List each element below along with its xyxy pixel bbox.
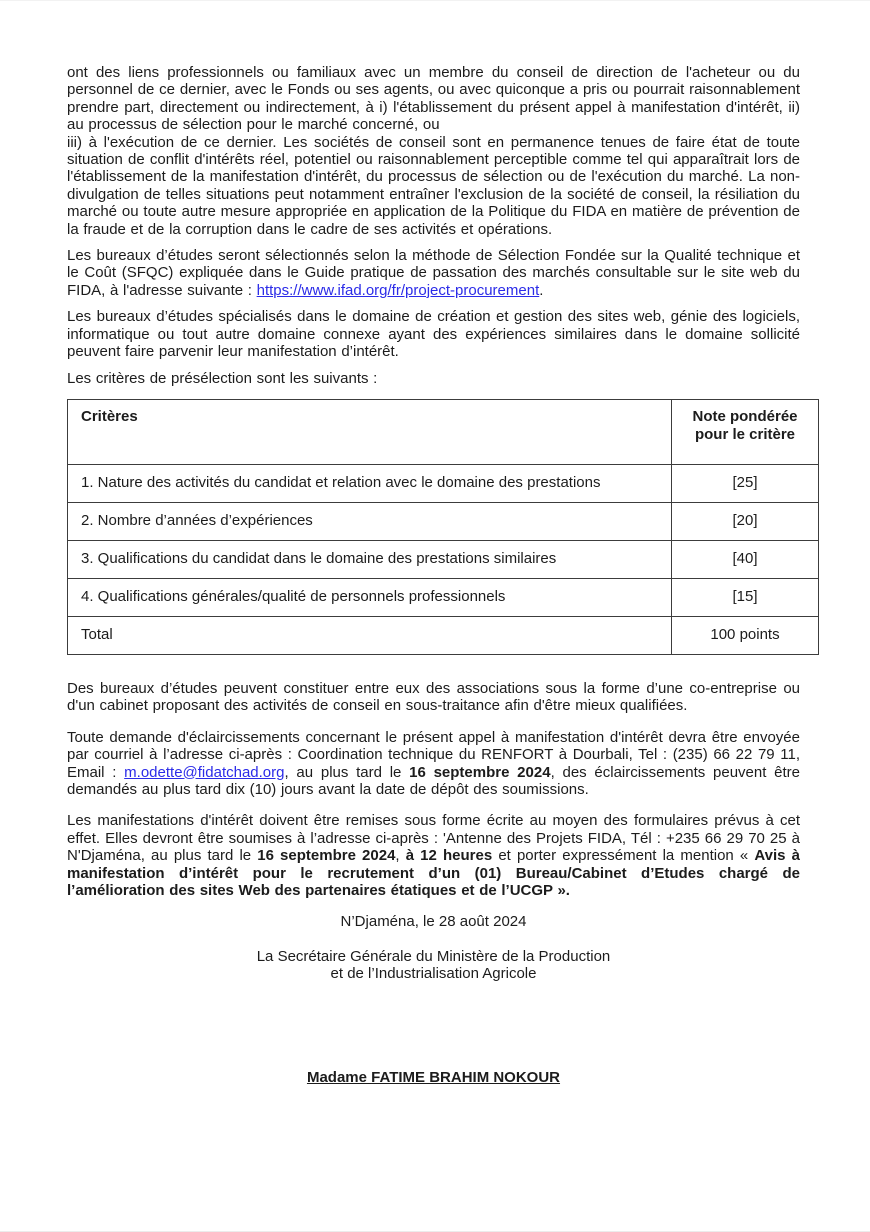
text-run: , des éclaircissements peuvent être demandés au plus tard dix (10) jours avant la date de dépôt des soumissions. (67, 763, 800, 798)
table-row (68, 464, 819, 502)
paragraph (67, 64, 800, 238)
table-row (68, 616, 819, 654)
table-row (68, 540, 819, 578)
text-run: Toute demande d'éclaircissements concernant le présent appel à manifestation d'intérêt devra être envoyée par courriel à l’adresse ci-après : Coordination technique du RENFORT à Dourbali, Tel : (235) 66 22 79 11, Email : (67, 728, 800, 781)
paragraph (67, 308, 800, 360)
table-row (68, 578, 819, 616)
score-header-cell: Note pondérée pour le critère (672, 399, 819, 464)
text-run: et porter expressément la mention « (492, 847, 755, 865)
criteria-cell: 3. Qualifications du candidat dans le domaine des prestations similaires (68, 540, 672, 578)
text-run: Les critères de présélection sont les suivants : (67, 369, 378, 387)
text-run: à 12 heures (405, 847, 493, 865)
score-cell: [25] (672, 464, 819, 502)
paragraph (67, 812, 800, 899)
signatory-name: Madame FATIME BRAHIM NOKOUR (306, 1068, 561, 1086)
criteria-cell: 2. Nombre d’années d’expériences (68, 502, 672, 540)
date-line: N’Djaména, le 28 août 2024 (340, 913, 527, 931)
paragraph (67, 680, 800, 715)
text-run: . (539, 281, 544, 299)
text-run: 16 septembre 2024 (409, 763, 551, 781)
hyperlink[interactable]: m.odette@fidatchad.org (124, 763, 285, 781)
criteria-cell: 1. Nature des activités du candidat et relation avec le domaine des prestations (68, 464, 672, 502)
signatory-block (67, 948, 800, 983)
text-run: 16 septembre 2024 (257, 847, 396, 865)
table-header-row (68, 399, 819, 464)
paragraph (67, 370, 800, 387)
document-content (0, 1, 870, 1086)
score-cell: 100 points (672, 616, 819, 654)
text-run: Les bureaux d’études seront sélectionnés selon la méthode de Sélection Fondée sur la Qualité technique et le Coût (SFQC) expliquée dans le Guide pratique de passation des marchés consultable sur le site web du FIDA, à l'adresse suivante : (67, 247, 800, 299)
criteria-header-cell: Critères (68, 399, 672, 464)
criteria-cell: Total (68, 616, 672, 654)
criteria-table-head (68, 399, 819, 464)
signatory-title-line1: La Secrétaire Générale du Ministère de la Production (256, 947, 611, 965)
text-run: iii) à l'exécution de ce dernier. Les sociétés de conseil sont en permanence tenues de faire état de toute situation de conflit d'intérêts réel, potentiel ou raisonnablement perceptible comme tel qui apparaîtrait lors de l'établissement de la manifestation d'intérêt, du processus de sélection ou de l'exécution du marché. La non-divulgation de telles situations peut notamment entraîner l'exclusion de la société de conseil, la résiliation du marché ou toute autre mesure appropriée en application de la Politique du FIDA en matière de prévention de la fraude et de la corruption dans le cadre de ses activités et opérations. (67, 133, 800, 238)
table-row (68, 502, 819, 540)
score-cell: [15] (672, 578, 819, 616)
score-cell: [40] (672, 540, 819, 578)
criteria-cell: 4. Qualifications générales/qualité de personnels professionnels (68, 578, 672, 616)
text-run: ont des liens professionnels ou familiaux avec un membre du conseil de direction de l'acheteur ou du personnel de ce dernier, avec le Fonds ou ses agents, ou avec quiconque a pris ou pourrait raisonnablement prendre part, directement ou indirectement, à i) l'établissement du présent appel à manifestation d'intérêt, ii) au processus de sélection pour le marché concerné, ou (67, 64, 800, 134)
signatory-title-line2: et de l’Industrialisation Agricole (330, 965, 537, 983)
paragraph-group-bottom (67, 680, 800, 899)
paragraph (67, 247, 800, 299)
text-run: Des bureaux d’études peuvent constituer entre eux des associations sous la forme d’une co-entreprise ou d'un cabinet proposant des activités de conseil en sous-traitance afin d'être mieux qualifiées. (67, 679, 800, 715)
text-run: , (395, 847, 406, 865)
paragraph (67, 729, 800, 799)
score-cell: [20] (672, 502, 819, 540)
criteria-table (67, 399, 819, 655)
paragraph-group-top (67, 64, 800, 387)
text-run: Avis à manifestation d’intérêt pour le recrutement d’un (01) Bureau/Cabinet d’Etudes chargé de l’amélioration des sites Web des partenaires étatiques et de l’UCGP ». (67, 847, 800, 899)
text-run: Les manifestations d'intérêt doivent être remises sous forme écrite au moyen des formulaires prévus à cet effet. Elles devront être soumises à l’adresse ci-après : 'Antenne des Projets FIDA, Tél : +235 66 29 70 25 à N'Djaména, au plus tard le (67, 812, 800, 865)
text-run: Les bureaux d’études spécialisés dans le domaine de création et gestion des sites web, génie des logiciels, informatique ou tout autre domaine connexe ayant des expériences similaires dans le domaine sollicité peuvent faire parvenir leur manifestation d’intérêt. (67, 308, 800, 361)
criteria-table-body (68, 464, 819, 654)
text-run: , au plus tard le (284, 763, 410, 781)
hyperlink[interactable]: https://www.ifad.org/fr/project-procurement (256, 281, 540, 299)
